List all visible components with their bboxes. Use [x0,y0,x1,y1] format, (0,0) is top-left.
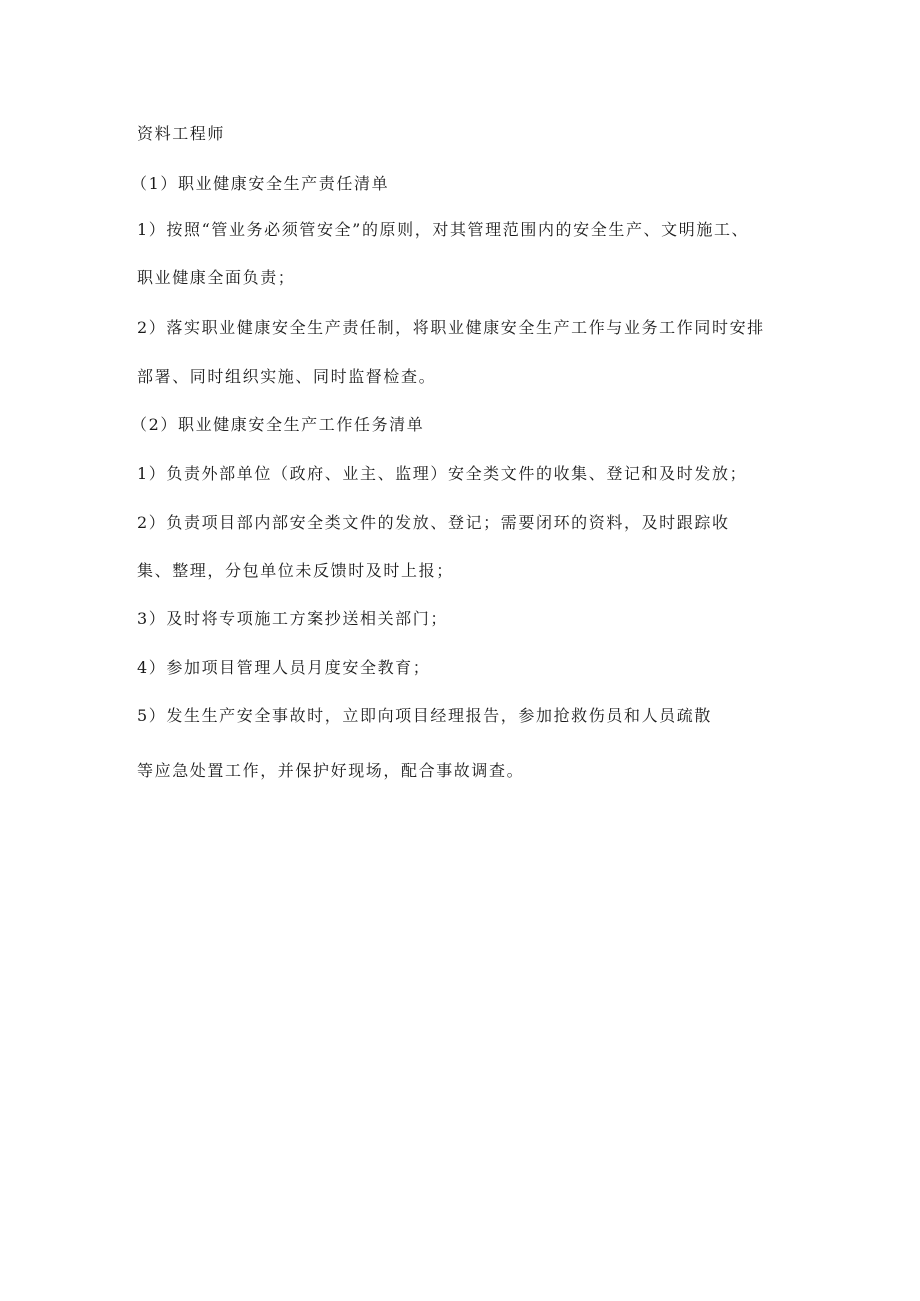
section-2-item-1: 1）负责外部单位（政府、业主、监理）安全类文件的收集、登记和及时发放； [137,464,748,483]
section-1-item-1-line-2: 职业健康全面负责； [137,268,296,287]
section-1-heading: （1）职业健康安全生产责任清单 [131,174,390,193]
section-2-heading: （2）职业健康安全生产工作任务清单 [131,415,425,434]
section-2-item-4: 4）参加项目管理人员月度安全教育； [137,658,431,677]
section-2-item-5-line-2: 等应急处置工作，并保护好现场，配合事故调查。 [137,761,525,780]
section-2-item-3: 3）及时将专项施工方案抄送相关部门； [137,609,448,628]
section-2-item-5-line-1: 5）发生生产安全事故时，立即向项目经理报告，参加抢救伤员和人员疏散 [137,706,712,725]
section-2-item-2-line-2: 集、整理，分包单位未反馈时及时上报； [137,561,454,580]
section-1-item-2-line-2: 部署、同时组织实施、同时监督检查。 [137,367,437,386]
section-1-item-2-line-1: 2）落实职业健康安全生产责任制，将职业健康安全生产工作与业务工作同时安排 [137,318,765,337]
section-2-item-2-line-1: 2）负责项目部内部安全类文件的发放、登记；需要闭环的资料，及时跟踪收 [137,513,730,532]
section-1-item-1-line-1: 1）按照“管业务必须管安全”的原则，对其管理范围内的安全生产、文明施工、 [137,220,750,239]
document-title: 资料工程师 [137,124,226,143]
